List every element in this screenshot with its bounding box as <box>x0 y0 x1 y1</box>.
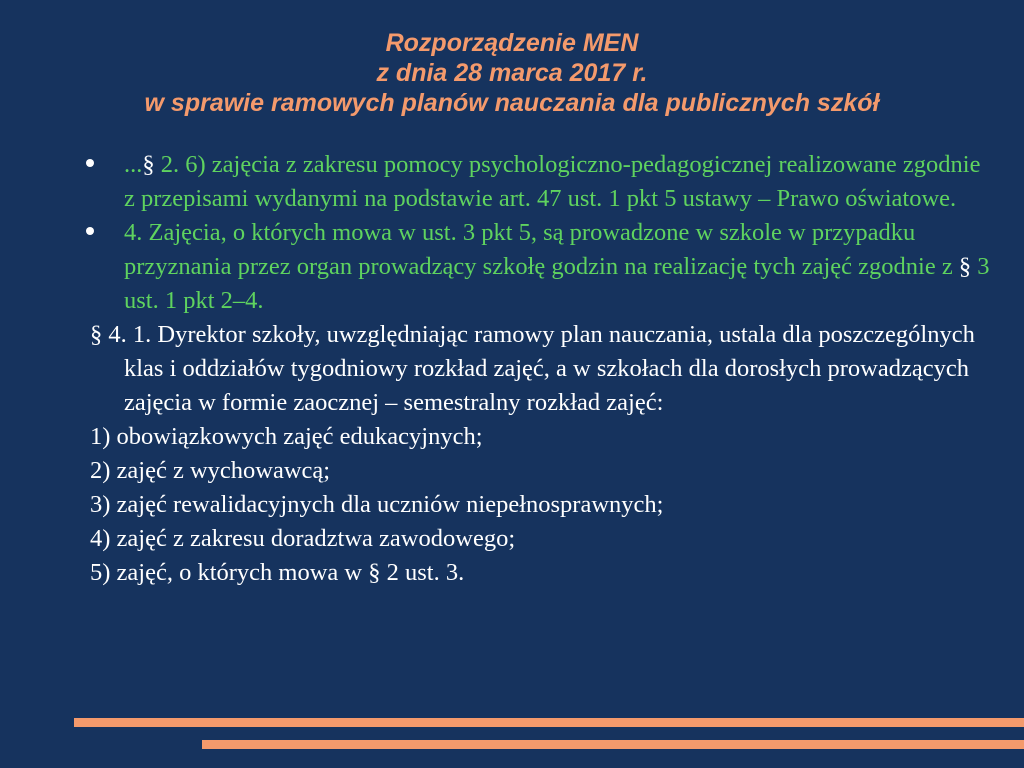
bullet-paragraph-1 <box>90 148 990 216</box>
title-line-1: Rozporządzenie MEN <box>385 29 639 57</box>
list-item: 2) zajęć z wychowawcą; <box>90 457 331 484</box>
para-text: 4. 1. Dyrektor szkoły, uwzględniając ramowy plan nauczania, ustala dla poszczególnych klas i oddziałów tygodniowy rozkład zajęć, a w szkołach dla dorosłych prowadzących zajęcia w formie zaocznej – semestralny rozkład zajęć: <box>102 321 975 416</box>
title-line-3: w sprawie ramowych planów nauczania dla publicznych szkół <box>144 89 880 117</box>
title-line-2: z dnia 28 marca 2017 r. <box>376 59 648 87</box>
bullet-dot-icon <box>86 159 94 167</box>
item5-section-mark: § <box>368 559 381 586</box>
bullet2-text-before: 4. Zajęcia, o których mowa w ust. 3 pkt 5, są prowadzone w szkole w przypadku przyznania przez organ prowadzący szkołę godzin na realizację tych zajęć zgodnie z <box>124 219 959 280</box>
list-item: 4) zajęć z zakresu doradztwa zawodowego; <box>90 525 516 552</box>
list-item: 3) zajęć rewalidacyjnych dla uczniów niepełnosprawnych; <box>90 491 664 518</box>
slide-title <box>0 28 1024 118</box>
bullet2-section-mark: § <box>958 253 972 280</box>
accent-bar-bottom <box>202 740 1024 749</box>
bullet1-section-mark: § <box>142 151 155 178</box>
item5-text-after: 2 ust. 3. <box>380 559 465 586</box>
bullet-dot-icon <box>86 227 94 235</box>
list-item-5 <box>90 556 990 590</box>
bullet-paragraph-2 <box>90 216 990 318</box>
bullet1-text: 2. 6) zajęcia z zakresu pomocy psychologiczno-pedagogicznej realizowane zgodnie z przepisami wydanymi na podstawie art. 47 ust. 1 pkt 5 ustawy – Prawo oświatowe. <box>124 151 981 212</box>
list-item: 1) obowiązkowych zajęć edukacyjnych; <box>90 423 483 450</box>
slide-content <box>90 148 990 590</box>
bullet2-text-after: 3 ust. 1 pkt 2–4. <box>124 253 990 314</box>
para-section-mark: § <box>90 321 103 348</box>
accent-bar-top <box>74 718 1024 727</box>
item5-text-before: 5) zajęć, o których mowa w <box>90 559 369 586</box>
section-4-paragraph <box>90 318 990 420</box>
bullet1-prefix: ... <box>124 151 143 178</box>
